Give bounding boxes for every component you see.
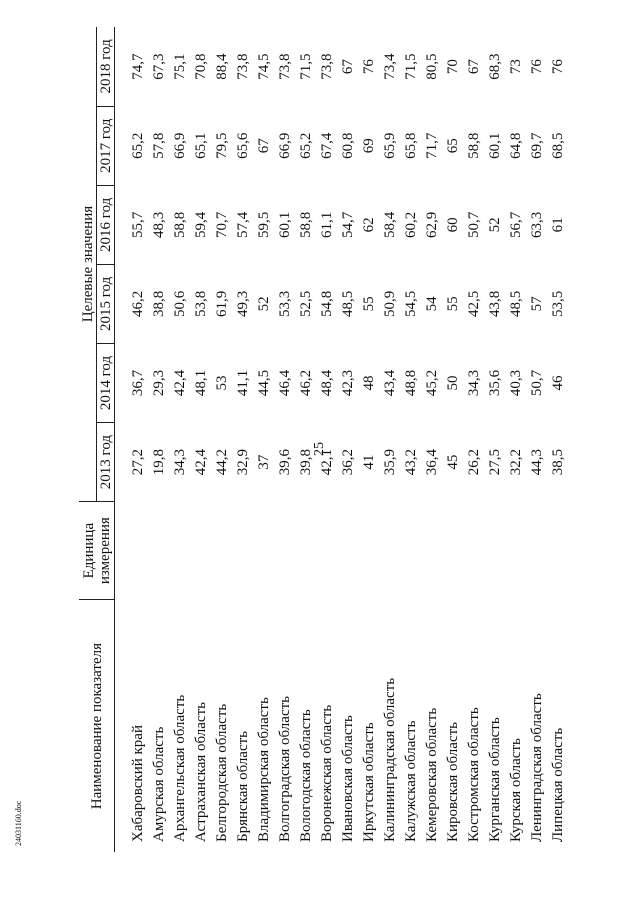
value-cell: 57,8 (150, 132, 167, 159)
region-name-cell: Архангельская область (171, 694, 188, 842)
table-row (337, 27, 358, 852)
region-name-cell: Волгоградская область (276, 696, 293, 842)
value-cell: 70,7 (213, 211, 230, 238)
table-row (547, 27, 568, 852)
unit-cell (190, 502, 211, 600)
rotated-table-sheet (79, 27, 566, 852)
value-cell: 58,8 (171, 211, 188, 238)
value-cell: 60,1 (276, 211, 293, 238)
value-cell: 61,1 (318, 211, 335, 238)
value-cell: 44,5 (255, 369, 272, 397)
region-name-cell: Калининградская область (381, 677, 398, 842)
region-name-cell: Иркутская область (360, 722, 377, 842)
value-cell: 62 (360, 217, 377, 233)
value-cell: 79,5 (213, 132, 230, 159)
value-cell: 65,9 (381, 132, 398, 159)
unit-cell (169, 502, 190, 600)
table-row (505, 27, 526, 852)
value-cell: 67 (255, 138, 272, 154)
value-cell: 45 (444, 454, 461, 470)
table-row (526, 27, 547, 852)
value-cell: 45,2 (423, 369, 440, 397)
value-cell: 40,3 (507, 369, 524, 397)
unit-cell (253, 502, 274, 600)
value-cell: 50 (444, 375, 461, 391)
value-cell: 36,7 (129, 369, 146, 397)
unit-cell (232, 502, 253, 600)
value-cell: 64,8 (507, 132, 524, 159)
unit-cell (442, 502, 463, 600)
region-name-cell: Курганская область (486, 717, 503, 842)
column-header-year: 2017 год (97, 106, 115, 185)
value-cell: 42,3 (339, 369, 356, 397)
value-cell: 34,3 (171, 448, 188, 476)
value-cell: 35,9 (381, 448, 398, 476)
value-cell: 67,3 (150, 53, 167, 80)
value-cell: 50,6 (171, 290, 188, 318)
value-cell: 65,2 (129, 132, 146, 159)
value-cell: 32,2 (507, 448, 524, 476)
value-cell: 27,5 (486, 448, 503, 476)
value-cell: 69,7 (528, 132, 545, 159)
value-cell: 67 (339, 59, 356, 75)
value-cell: 29,3 (150, 369, 167, 397)
value-cell: 71,7 (423, 132, 440, 159)
table-row (115, 27, 149, 852)
region-name-cell: Владимирская область (255, 697, 272, 842)
value-cell: 61 (549, 217, 566, 233)
table-row (442, 27, 463, 852)
table-row (421, 27, 442, 852)
value-cell: 53 (213, 375, 230, 391)
value-cell: 38,8 (150, 290, 167, 318)
value-cell: 44,3 (528, 448, 545, 476)
table-row (232, 27, 253, 852)
value-cell: 73 (507, 59, 524, 75)
region-name-cell: Брянская область (234, 730, 251, 842)
value-cell: 60,2 (402, 211, 419, 238)
value-cell: 50,7 (528, 369, 545, 397)
target-values-table (79, 27, 568, 852)
unit-cell (295, 502, 316, 600)
table-row (379, 27, 400, 852)
value-cell: 73,8 (276, 53, 293, 80)
region-name-cell: Калужская область (402, 720, 419, 842)
value-cell: 66,9 (171, 132, 188, 159)
table-row (484, 27, 505, 852)
unit-cell (316, 502, 337, 600)
value-cell: 68,5 (549, 132, 566, 159)
value-cell: 67,4 (318, 132, 335, 159)
value-cell: 55 (360, 296, 377, 312)
value-cell: 42,4 (171, 369, 188, 397)
table-row (295, 27, 316, 852)
unit-cell (421, 502, 442, 600)
value-cell: 36,2 (339, 448, 356, 476)
value-cell: 37 (255, 454, 272, 470)
value-cell: 68,3 (486, 53, 503, 80)
value-cell: 48 (360, 375, 377, 391)
value-cell: 60,8 (339, 132, 356, 159)
value-cell: 67 (465, 59, 482, 75)
value-cell: 76 (528, 59, 545, 75)
value-cell: 48,3 (150, 211, 167, 238)
region-name-cell: Ленинградская область (528, 693, 545, 842)
unit-cell (400, 502, 421, 600)
value-cell: 58,8 (297, 211, 314, 238)
region-name-cell: Вологодская область (297, 709, 314, 842)
unit-cell (211, 502, 232, 600)
value-cell: 19,8 (150, 448, 167, 476)
table-row (358, 27, 379, 852)
table-row (190, 27, 211, 852)
value-cell: 75,1 (171, 53, 188, 80)
value-cell: 59,4 (192, 211, 209, 238)
value-cell: 66,9 (276, 132, 293, 159)
value-cell: 73,8 (318, 53, 335, 80)
value-cell: 57,4 (234, 211, 251, 238)
footer-file-name: 24031160.doc (14, 800, 23, 846)
table-row (316, 27, 337, 852)
value-cell: 43,2 (402, 448, 419, 476)
value-cell: 50,9 (381, 290, 398, 318)
region-name-cell: Кировская область (444, 721, 461, 842)
value-cell: 42,4 (192, 448, 209, 476)
unit-cell (274, 502, 295, 600)
value-cell: 59,5 (255, 211, 272, 238)
value-cell: 43,4 (381, 369, 398, 397)
unit-cell (463, 502, 484, 600)
value-cell: 48,4 (318, 369, 335, 397)
value-cell: 74,5 (255, 53, 272, 80)
unit-cell (115, 502, 149, 600)
unit-cell (547, 502, 568, 600)
value-cell: 71,5 (402, 53, 419, 80)
column-header-target-values: Целевые значения (79, 27, 97, 502)
value-cell: 58,8 (465, 132, 482, 159)
column-header-year: 2016 год (97, 185, 115, 264)
column-header-year: 2014 год (97, 343, 115, 422)
table-row (253, 27, 274, 852)
unit-cell (379, 502, 400, 600)
column-header-year: 2013 год (97, 423, 115, 502)
value-cell: 35,6 (486, 369, 503, 397)
unit-cell (358, 502, 379, 600)
value-cell: 73,8 (234, 53, 251, 80)
value-cell: 55,7 (129, 211, 146, 238)
region-name-cell: Амурская область (150, 726, 167, 842)
value-cell: 80,5 (423, 53, 440, 80)
unit-cell (484, 502, 505, 600)
region-name-cell: Астраханская область (192, 702, 209, 842)
value-cell: 39,8 (297, 448, 314, 476)
value-cell: 46,4 (276, 369, 293, 397)
page-number-text: 25 (312, 442, 327, 456)
unit-cell (337, 502, 358, 600)
value-cell: 48,1 (192, 369, 209, 397)
column-header-unit: Единица измерения (79, 502, 115, 600)
value-cell: 65,6 (234, 132, 251, 159)
value-cell: 36,4 (423, 448, 440, 476)
value-cell: 54,7 (339, 211, 356, 238)
value-cell: 71,5 (297, 53, 314, 80)
column-header-year: 2018 год (97, 27, 115, 106)
value-cell: 48,5 (339, 290, 356, 318)
value-cell: 54,8 (318, 290, 335, 318)
value-cell: 54,5 (402, 290, 419, 318)
region-name-cell: Ивановская область (339, 715, 356, 842)
value-cell: 76 (549, 59, 566, 75)
value-cell: 43,8 (486, 290, 503, 318)
region-name-cell: Хабаровский край (129, 725, 146, 842)
value-cell: 53,3 (276, 290, 293, 318)
value-cell: 65,8 (402, 132, 419, 159)
value-cell: 52 (486, 217, 503, 233)
table-row (169, 27, 190, 852)
value-cell: 27,2 (129, 448, 146, 476)
value-cell: 41,1 (234, 369, 251, 397)
value-cell: 55 (444, 296, 461, 312)
table-row (463, 27, 484, 852)
value-cell: 34,3 (465, 369, 482, 397)
region-name-cell: Кемеровская область (423, 707, 440, 842)
value-cell: 38,5 (549, 448, 566, 476)
table-row (274, 27, 295, 852)
value-cell: 49,3 (234, 290, 251, 318)
value-cell: 74,7 (129, 53, 146, 80)
region-name-cell: Костромская область (465, 707, 482, 842)
value-cell: 62,9 (423, 211, 440, 238)
region-name-cell: Курская область (507, 738, 524, 842)
region-name-cell: Белгородская область (213, 703, 230, 842)
value-cell: 52 (255, 296, 272, 312)
value-cell: 60,1 (486, 132, 503, 159)
value-cell: 60 (444, 217, 461, 233)
value-cell: 41 (360, 454, 377, 470)
region-name-cell: Воронежская область (318, 704, 335, 842)
value-cell: 44,2 (213, 448, 230, 476)
value-cell: 76 (360, 59, 377, 75)
value-cell: 70,8 (192, 53, 209, 80)
unit-cell (526, 502, 547, 600)
value-cell: 52,5 (297, 290, 314, 318)
region-name-cell: Липецкая область (549, 727, 566, 842)
value-cell: 53,8 (192, 290, 209, 318)
value-cell: 70 (444, 59, 461, 75)
value-cell: 58,4 (381, 211, 398, 238)
value-cell: 56,7 (507, 211, 524, 238)
value-cell: 26,2 (465, 448, 482, 476)
value-cell: 65 (444, 138, 461, 154)
column-header-indicator-name: Наименование показателя (79, 600, 115, 852)
value-cell: 32,9 (234, 448, 251, 476)
value-cell: 73,4 (381, 53, 398, 80)
value-cell: 61,9 (213, 290, 230, 318)
table-row (400, 27, 421, 852)
value-cell: 57 (528, 296, 545, 312)
value-cell: 46 (549, 375, 566, 391)
table-body (115, 27, 569, 852)
value-cell: 46,2 (297, 369, 314, 397)
value-cell: 48,8 (402, 369, 419, 397)
column-header-year: 2015 год (97, 264, 115, 343)
value-cell: 54 (423, 296, 440, 312)
value-cell: 39,6 (276, 448, 293, 476)
value-cell: 46,2 (129, 290, 146, 318)
unit-cell (505, 502, 526, 600)
value-cell: 65,1 (192, 132, 209, 159)
unit-cell (148, 502, 169, 600)
value-cell: 50,7 (465, 211, 482, 238)
value-cell: 69 (360, 138, 377, 154)
value-cell: 42,5 (465, 290, 482, 318)
value-cell: 53,5 (549, 290, 566, 318)
value-cell: 88,4 (213, 53, 230, 80)
table-row (148, 27, 169, 852)
table-row (211, 27, 232, 852)
value-cell: 65,2 (297, 132, 314, 159)
value-cell: 42,1 (318, 448, 335, 476)
value-cell: 63,3 (528, 211, 545, 238)
value-cell: 48,5 (507, 290, 524, 318)
